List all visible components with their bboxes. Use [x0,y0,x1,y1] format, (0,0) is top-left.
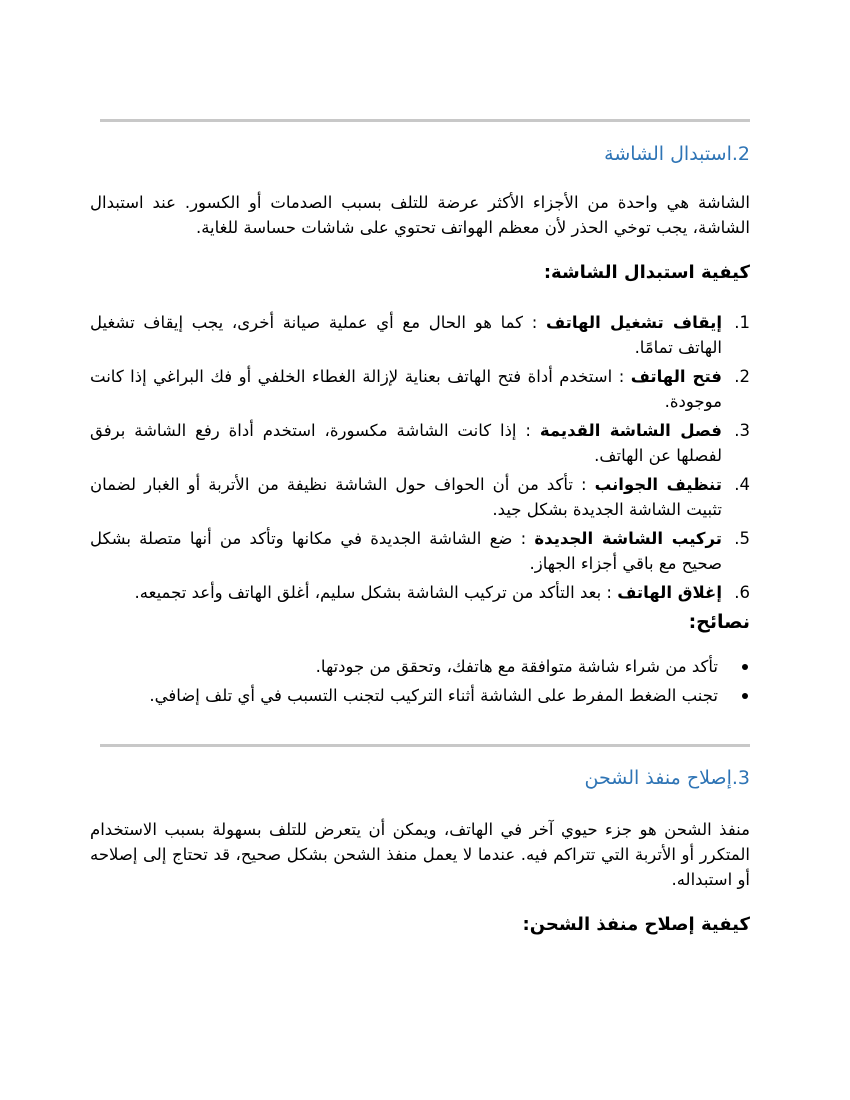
step-number: 5. [734,529,750,548]
step-number: 1. [734,313,750,332]
bullet-icon [742,664,748,670]
section-2-title: استبدال الشاشة [604,143,732,165]
step-number: 4. [734,475,750,494]
step-number: 3. [734,421,750,440]
section-2-howto-heading: كيفية استبدال الشاشة: [543,262,750,283]
section-3-title: إصلاح منفذ الشحن [584,767,732,789]
step-title: تنظيف الجوانب [594,475,722,494]
step-item [90,418,750,468]
step-title: إغلاق الهاتف [617,583,722,602]
tip-text: تأكد من شراء شاشة متوافقة مع هاتفك، وتحقق من جودتها. [315,657,718,676]
section-2-heading [100,141,750,167]
step-item [90,310,750,360]
step-text: : إذا كانت الشاشة مكسورة، استخدم أداة رفع الشاشة برفق لفصلها عن الهاتف. [90,421,722,465]
tip-item [90,683,750,708]
step-number: 2. [734,367,750,386]
step-title: فصل الشاشة القديمة [539,421,722,440]
section-divider [100,744,750,747]
step-item [90,364,750,414]
step-title: تركيب الشاشة الجديدة [534,529,722,548]
tips-heading: نصائح: [688,611,750,633]
step-text: : استخدم أداة فتح الهاتف بعناية لإزالة الغطاء الخلفي أو فك البراغي إذا كانت موجودة. [90,367,722,411]
step-item [90,580,750,605]
tips-list [90,654,750,712]
section-2-number: 2. [731,143,750,165]
section-3-number: 3. [731,767,750,789]
section-2-intro: الشاشة هي واحدة من الأجزاء الأكثر عرضة للتلف بسبب الصدمات أو الكسور. عند استبدال الشاشة، يجب توخي الحذر لأن معظم الهواتف تحتوي على شاشات حساسة للغاية. [90,193,750,237]
section-3-howto-heading: كيفية إصلاح منفذ الشحن: [522,914,750,935]
bullet-icon [742,693,748,699]
section-3-heading [100,765,750,791]
step-text: : ضع الشاشة الجديدة في مكانها وتأكد من أنها متصلة بشكل صحيح مع باقي أجزاء الجهاز. [90,529,722,573]
section-3-intro: منفذ الشحن هو جزء حيوي آخر في الهاتف، ويمكن أن يتعرض للتلف بسهولة بسبب الاستخدام المتكرر أو الأتربة التي تتراكم فيه. عندما لا يعمل منفذ الشحن بشكل صحيح، قد تحتاج إلى إصلاحه أو استبداله. [90,820,750,889]
steps-list [90,310,750,609]
step-item [90,472,750,522]
step-text: : كما هو الحال مع أي عملية صيانة أخرى، يجب إيقاف تشغيل الهاتف تمامًا. [90,313,722,357]
step-item [90,526,750,576]
tip-text: تجنب الضغط المفرط على الشاشة أثناء التركيب لتجنب التسبب في أي تلف إضافي. [149,686,718,705]
step-number: 6. [734,583,750,602]
step-text: : تأكد من أن الحواف حول الشاشة نظيفة من الأتربة أو الغبار لضمان تثبيت الشاشة الجديدة بشكل جيد. [90,475,722,519]
tip-item [90,654,750,679]
section-divider [100,119,750,122]
step-title: إيقاف تشغيل الهاتف [546,313,723,332]
step-text: : بعد التأكد من تركيب الشاشة بشكل سليم، أغلق الهاتف وأعد تجميعه. [134,583,612,602]
step-title: فتح الهاتف [630,367,722,386]
